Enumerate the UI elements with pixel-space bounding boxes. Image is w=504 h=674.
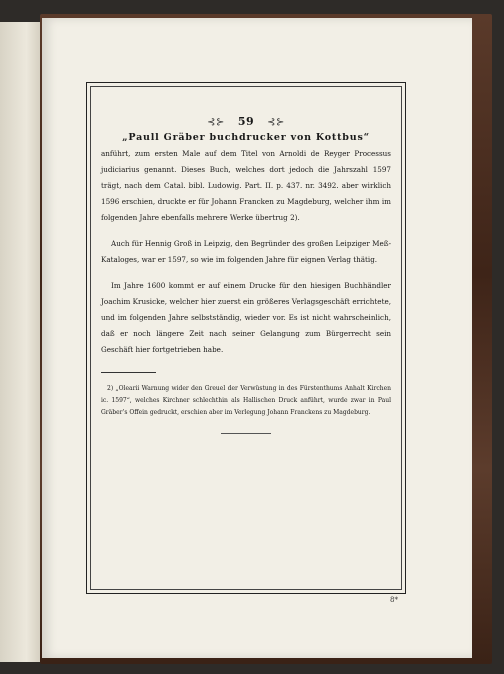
paragraph-3: Im Jahre 1600 kommt er auf einem Drucke für den hiesigen Buchhändler Joachim Krusicke, welcher hier zuerst ein größeres Verlagsgeschäft errichtete, und im folgenden Jahre selbstständig, wieder vor. Es ist nicht wahrscheinlich, daß er noch längere Zeit nach seiner Gelangung zum Bürgerrecht sein Geschäft hier fortgetrieben habe. <box>101 281 391 354</box>
footnote: 2) „Olearii Warnung wider den Greuel der Verwüstung in des Fürstenthums Anhalt Kirchen ic. 1597“, welches Kirchner schlechthin als Hallischen Druck anführt, wurde zwar in Paul Gräber’s Offein gedruckt, erschien aber im Verlegung Johann Franckens zu Magdeburg. <box>101 385 391 416</box>
footnote-divider <box>101 372 156 373</box>
quoted-title: „Paull Gräber buchdrucker von Kottbus“ <box>122 132 370 143</box>
ornament-right-icon: ⊰⊱ <box>267 117 285 128</box>
signature-mark: 8* <box>390 596 398 604</box>
page-number: 59 <box>237 115 255 128</box>
book-page <box>42 18 472 658</box>
paragraph-2: Auch für Hennig Groß in Leipzig, den Begründer des großen Leipziger Meß-Kataloges, war er 1597, so wie im folgenden Jahre für eignen Verlag thätig. <box>101 239 391 264</box>
footnote-end-rule <box>221 433 271 434</box>
page-border-frame <box>86 82 406 594</box>
page-content <box>101 115 391 434</box>
facing-page-edge <box>0 22 45 662</box>
paragraph-1: anführt, zum ersten Male auf dem Titel von Arnoldi de Reyger Processus judiciarius genannt. Dieses Buch, welches dort jedoch die Jahrszahl 1597 trägt, nach dem Catal. bibl. Ludowig. Part. II. p. 437. nr. 3492. aber wirklich 1596 erschien, druckte er für Johann Francken zu Magdeburg, welcher ihm im folgenden Jahre ebenfalls mehrere Werke übertrug 2). <box>101 149 391 222</box>
page-number-line <box>101 115 391 128</box>
ornament-left-icon: ⊰⊱ <box>207 117 225 128</box>
